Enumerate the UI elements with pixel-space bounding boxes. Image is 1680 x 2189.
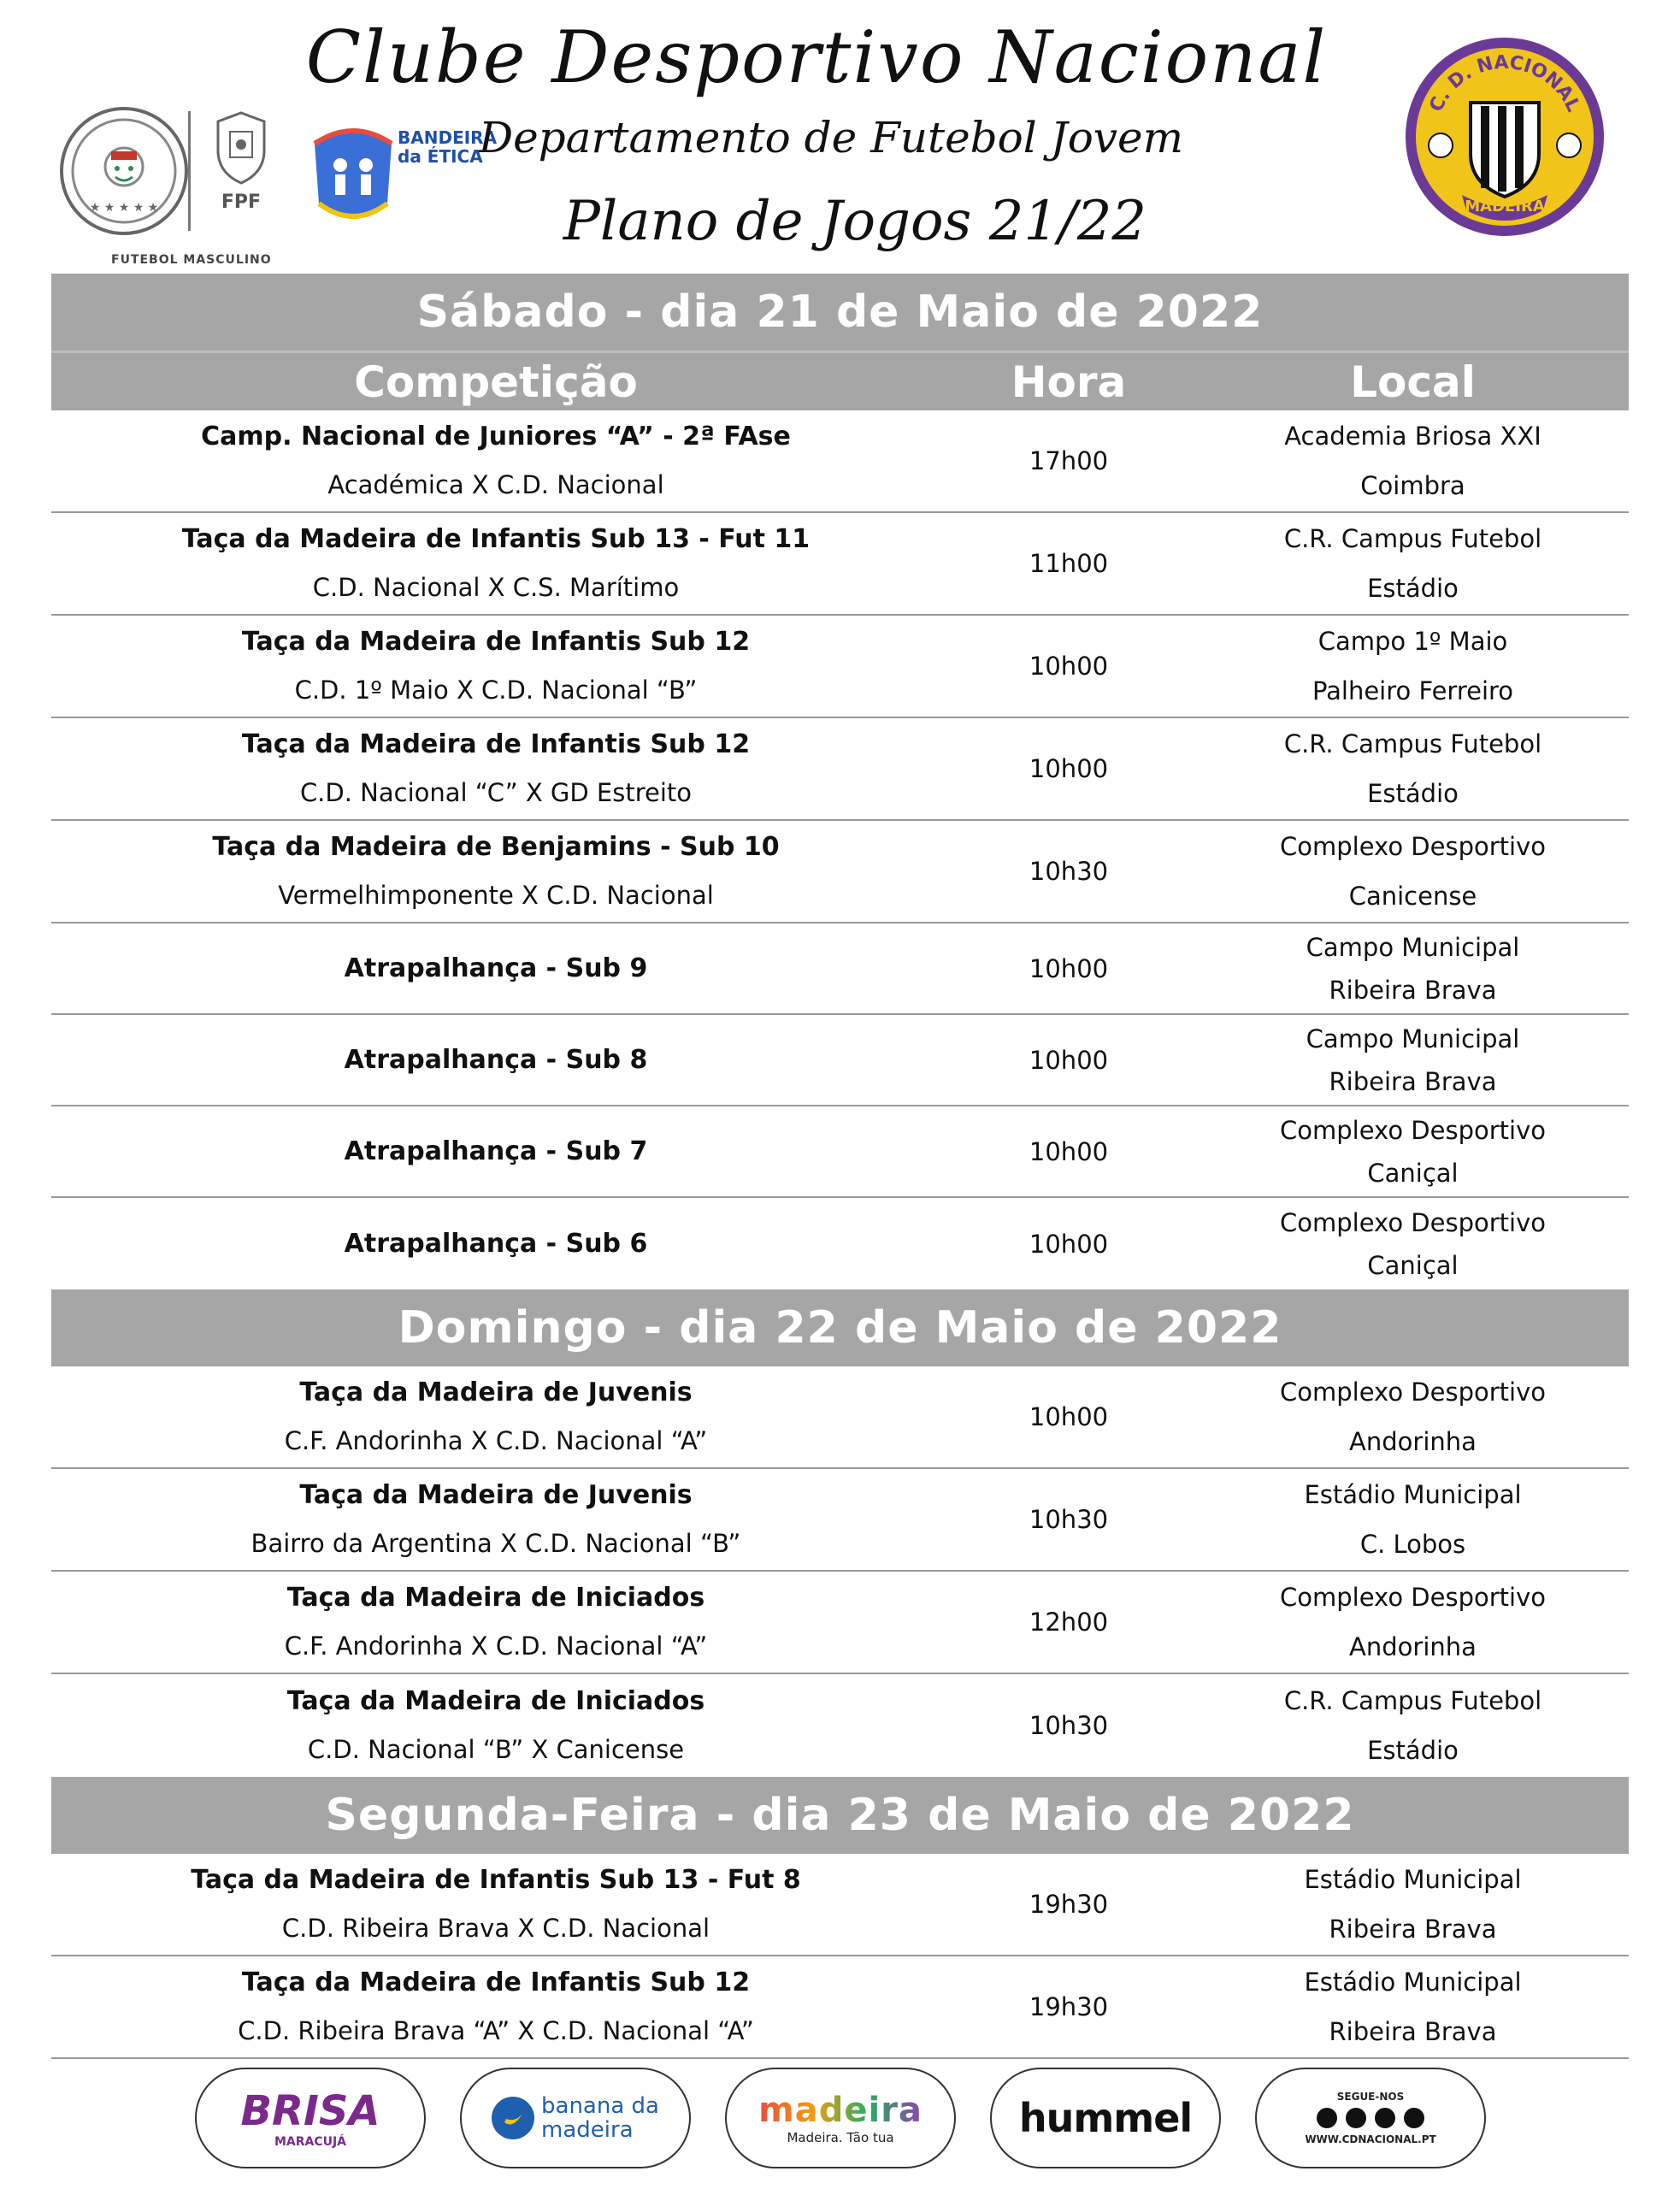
fpf-label: FPF: [221, 192, 262, 213]
time-cell: 10h30: [1029, 1711, 1109, 1740]
venue-cell: [1197, 1674, 1629, 1777]
venue-line2: Ribeira Brava: [1329, 1915, 1497, 1944]
fpf-logo: [198, 109, 284, 238]
competition-cell: [51, 1366, 940, 1467]
page-header: [0, 0, 1680, 274]
game-row: [51, 1015, 1629, 1106]
venue-line2: Estádio: [1367, 1736, 1459, 1765]
venue-line1: C.R. Campus Futebol: [1283, 524, 1542, 553]
match-teams: C.D. Ribeira Brava “A” X C.D. Nacional “A”: [238, 2016, 754, 2045]
competition-name: Taça da Madeira de Iniciados: [286, 1583, 705, 1613]
venue-cell: [1197, 410, 1629, 511]
venue-line1: Campo 1º Maio: [1317, 627, 1508, 656]
game-row: [51, 821, 1629, 923]
venue-cell: [1197, 1854, 1629, 1955]
club-crest-icon: [1402, 34, 1607, 239]
match-teams: Académica X C.D. Nacional: [327, 470, 664, 499]
game-row: [51, 1956, 1629, 2059]
website-url[interactable]: WWW.CDNACIONAL.PT: [1305, 2133, 1436, 2145]
venue-cell: [1197, 616, 1629, 717]
venue-line2: Caniçal: [1367, 1250, 1459, 1280]
game-row: [51, 1854, 1629, 1956]
venue-cell: [1197, 1015, 1629, 1105]
venue-line1: Complexo Desportivo: [1280, 1207, 1546, 1237]
game-row: [51, 1198, 1629, 1289]
match-teams: Vermelhimponente X C.D. Nacional: [278, 881, 714, 910]
sponsor-banana-madeira[interactable]: [460, 2068, 691, 2168]
game-row: [51, 1572, 1629, 1674]
competition-cell: [51, 616, 940, 717]
column-header-row: [51, 351, 1629, 410]
column-header-venue: Local: [1350, 357, 1476, 407]
fpf-crest-icon: [211, 109, 271, 186]
venue-line2: Estádio: [1367, 574, 1459, 603]
time-cell: 19h30: [1029, 1992, 1109, 2021]
venue-cell: [1197, 1956, 1629, 2057]
svg-text:★ ★ ★ ★ ★: ★ ★ ★ ★ ★: [89, 201, 159, 215]
match-teams: C.D. Nacional “B” X Canicense: [307, 1735, 685, 1764]
sponsor-visit-madeira[interactable]: [725, 2068, 956, 2168]
game-row: [51, 616, 1629, 718]
venue-line2: Estádio: [1367, 779, 1459, 808]
sponsor-brisa[interactable]: [195, 2068, 426, 2168]
venue-line2: Caniçal: [1367, 1158, 1459, 1188]
venue-line1: Estádio Municipal: [1304, 1865, 1522, 1894]
competition-cell: [51, 1674, 940, 1777]
venue-line1: C.R. Campus Futebol: [1283, 729, 1542, 758]
competition-name: Taça da Madeira de Juvenis: [299, 1378, 693, 1407]
venue-line1: Complexo Desportivo: [1280, 1583, 1546, 1612]
venue-cell: [1197, 718, 1629, 819]
time-cell: 10h00: [1029, 1136, 1109, 1166]
etica-line1: BANDEIRA: [398, 127, 498, 148]
competition-cell: [51, 1854, 940, 1955]
time-cell: 10h00: [1029, 754, 1109, 783]
department-title: Departamento de Futebol Jovem: [479, 113, 1184, 162]
banana-line1: banana da: [541, 2093, 659, 2119]
bandeira-etica-icon: [306, 118, 400, 229]
brisa-logo-text: BRISA: [240, 2087, 380, 2135]
match-teams: C.D. Nacional “C” X GD Estreito: [299, 778, 693, 807]
competition-name: Taça da Madeira de Benjamins - Sub 10: [212, 832, 780, 862]
social-heading: SEGUE-NOS: [1336, 2091, 1405, 2103]
time-cell: 10h00: [1029, 953, 1109, 983]
column-header-time: Hora: [1011, 357, 1127, 407]
competition-cell: [51, 1572, 940, 1673]
venue-line1: C.R. Campus Futebol: [1283, 1686, 1542, 1715]
venue-line2: Ribeira Brava: [1329, 1066, 1497, 1096]
match-teams: C.D. Nacional X C.S. Marítimo: [312, 573, 680, 602]
club-crest-logo: [1402, 34, 1607, 239]
venue-cell: [1197, 1366, 1629, 1467]
certification-seal-icon: [68, 115, 180, 227]
competition-cell: [51, 718, 940, 819]
venue-line2: Andorinha: [1349, 1632, 1477, 1661]
game-row: [51, 513, 1629, 616]
time-cell: 10h30: [1029, 1505, 1109, 1534]
competition-name: Atrapalhança - Sub 9: [344, 953, 648, 983]
twitter-icon[interactable]: [1375, 2108, 1395, 2128]
competition-name: Taça da Madeira de Infantis Sub 13 - Fut 11: [181, 524, 811, 554]
venue-line1: Estádio Municipal: [1304, 1968, 1522, 1997]
venue-line1: Academia Briosa XXI: [1284, 422, 1541, 451]
youtube-icon[interactable]: [1404, 2108, 1424, 2128]
competition-cell: [51, 1198, 940, 1289]
competition-name: Taça da Madeira de Infantis Sub 12: [241, 1968, 751, 1997]
venue-line1: Complexo Desportivo: [1280, 1378, 1546, 1407]
facebook-icon[interactable]: [1317, 2108, 1337, 2128]
competition-cell: [51, 1015, 940, 1105]
madeira-logo-text: madeira: [758, 2091, 923, 2130]
hummel-logo-text: hummel: [1018, 2095, 1193, 2141]
competition-cell: [51, 1106, 940, 1196]
crest-top-text: C. D. NACIONAL: [1425, 51, 1584, 115]
venue-cell: [1197, 923, 1629, 1013]
competition-name: Atrapalhança - Sub 8: [344, 1044, 648, 1075]
venue-line1: Complexo Desportivo: [1280, 1115, 1546, 1145]
time-cell: 19h30: [1029, 1890, 1109, 1919]
venue-line2: Ribeira Brava: [1329, 2017, 1497, 2046]
game-row: [51, 1106, 1629, 1198]
game-row: [51, 1674, 1629, 1777]
competition-cell: [51, 1469, 940, 1570]
certification-caption: FUTEBOL MASCULINO: [111, 253, 272, 267]
competition-name: Camp. Nacional de Juniores “A” - 2ª FAse: [201, 422, 791, 451]
venue-line2: Coimbra: [1360, 471, 1465, 500]
venue-line2: Ribeira Brava: [1329, 975, 1497, 1005]
madeira-tagline: Madeira. Tão tua: [787, 2130, 894, 2145]
sponsor-bar: [195, 2068, 1486, 2168]
competition-cell: [51, 410, 940, 511]
etica-line2: da ÉTICA: [398, 146, 483, 167]
competition-cell: [51, 923, 940, 1013]
game-row: [51, 1469, 1629, 1572]
schedule-table: [51, 274, 1629, 2059]
match-teams: C.F. Andorinha X C.D. Nacional “A”: [284, 1631, 708, 1661]
competition-cell: [51, 513, 940, 614]
time-cell: 10h00: [1029, 1402, 1109, 1431]
match-teams: C.F. Andorinha X C.D. Nacional “A”: [284, 1426, 708, 1455]
competition-name: Taça da Madeira de Iniciados: [286, 1686, 705, 1716]
certification-seal-logo: [60, 107, 188, 235]
sponsor-social[interactable]: [1255, 2068, 1486, 2168]
club-title: Clube Desportivo Nacional: [305, 15, 1328, 99]
venue-line2: Palheiro Ferreiro: [1312, 676, 1514, 705]
venue-cell: [1197, 1198, 1629, 1289]
time-cell: 17h00: [1029, 446, 1109, 475]
instagram-icon[interactable]: [1346, 2108, 1366, 2128]
time-cell: 10h00: [1029, 1045, 1109, 1075]
venue-cell: [1197, 1572, 1629, 1673]
game-row: [51, 410, 1629, 513]
day-banner-sunday: Domingo - dia 22 de Maio de 2022: [51, 1289, 1629, 1366]
venue-line2: C. Lobos: [1359, 1530, 1466, 1559]
competition-name: Taça da Madeira de Infantis Sub 12: [241, 627, 751, 657]
venue-cell: [1197, 1469, 1629, 1570]
time-cell: 10h30: [1029, 857, 1109, 886]
match-teams: Bairro da Argentina X C.D. Nacional “B”: [251, 1529, 741, 1558]
venue-line2: Andorinha: [1349, 1427, 1477, 1456]
venue-line1: Complexo Desportivo: [1280, 832, 1546, 861]
match-teams: C.D. 1º Maio X C.D. Nacional “B”: [294, 676, 698, 705]
venue-cell: [1197, 821, 1629, 922]
competition-name: Atrapalhança - Sub 6: [344, 1228, 648, 1259]
game-row: [51, 1366, 1629, 1469]
venue-cell: [1197, 1106, 1629, 1196]
time-cell: 12h00: [1029, 1608, 1109, 1637]
game-row: [51, 718, 1629, 821]
crest-bottom-text: MADEIRA: [1465, 198, 1545, 215]
competition-name: Taça da Madeira de Infantis Sub 12: [241, 729, 751, 759]
day-banner-saturday: Sábado - dia 21 de Maio de 2022: [51, 274, 1629, 351]
venue-line1: Campo Municipal: [1306, 1024, 1520, 1053]
brisa-subtext: MARACUJÁ: [274, 2135, 347, 2149]
competition-cell: [51, 1956, 940, 2057]
banana-icon: [492, 2097, 534, 2139]
venue-cell: [1197, 513, 1629, 614]
venue-line2: Canicense: [1348, 882, 1477, 911]
time-cell: 11h00: [1029, 549, 1109, 578]
venue-line1: Campo Municipal: [1306, 932, 1520, 962]
sponsor-hummel[interactable]: [990, 2068, 1221, 2168]
time-cell: 10h00: [1029, 1229, 1109, 1259]
game-row: [51, 923, 1629, 1015]
match-teams: C.D. Ribeira Brava X C.D. Nacional: [281, 1914, 710, 1943]
time-cell: 10h00: [1029, 652, 1109, 681]
competition-name: Atrapalhança - Sub 7: [344, 1136, 648, 1166]
competition-cell: [51, 821, 940, 922]
competition-name: Taça da Madeira de Juvenis: [299, 1480, 693, 1510]
venue-line1: Estádio Municipal: [1304, 1480, 1522, 1509]
competition-name: Taça da Madeira de Infantis Sub 13 - Fut 8: [191, 1865, 801, 1895]
column-header-competition: Competição: [354, 357, 638, 407]
plan-title: Plano de Jogos 21/22: [563, 190, 1147, 253]
banana-line2: madeira: [541, 2117, 634, 2143]
day-banner-monday: Segunda-Feira - dia 23 de Maio de 2022: [51, 1777, 1629, 1854]
logo-divider: [188, 111, 191, 231]
